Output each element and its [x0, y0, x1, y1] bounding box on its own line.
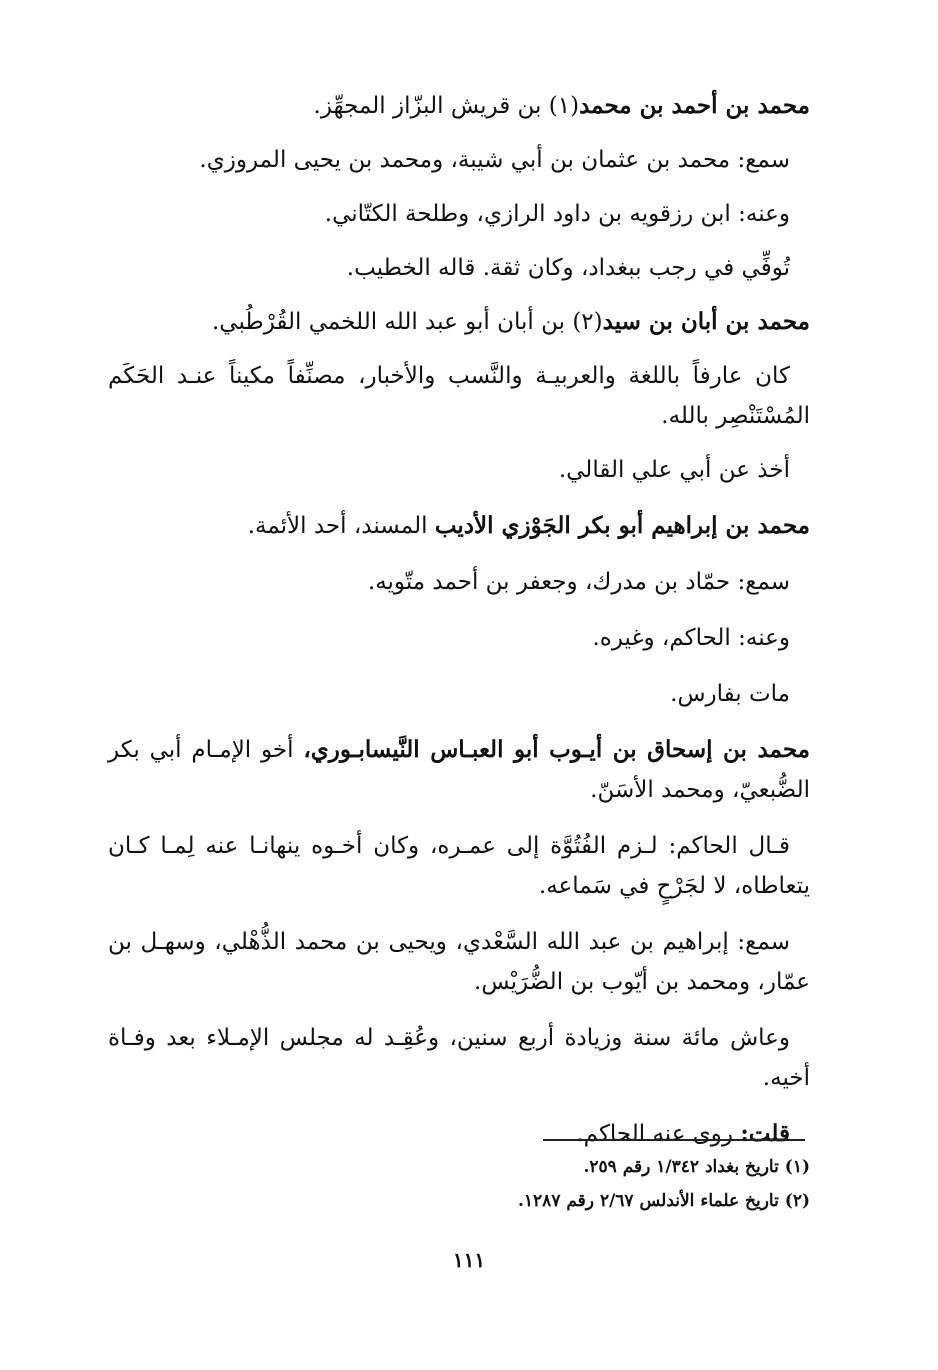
entry-name: محمد بن إبراهيم أبو بكر الجَوْزي الأديب [434, 512, 810, 539]
entry-rest: أخو الإمـام أبي بكر الضُّبعيّ، ومحمد الأسَنّ. [108, 737, 810, 803]
entry-heading [108, 86, 810, 126]
paragraph: تُوفِّي في رجب ببغداد، وكان ثقة. قاله الخطيب. [346, 255, 790, 281]
entry-heading [108, 302, 810, 342]
paragraph: مات بفارس. [670, 681, 790, 707]
paragraph: سمع: محمد بن عثمان بن أبي شيبة، ومحمد بن يحيى المروزي. [199, 147, 790, 173]
entry-name: محمد بن إسحاق بن أيـوب أبو العبـاس النَّيسابـوري، [303, 736, 810, 763]
paragraph: كان عارفاً باللغة والعربيـة والنَّسب والأخبار، مصنِّفاً مكيناً عنـد الحَكَم المُسْتَنْصِر بالله. [108, 363, 810, 429]
paragraph: وعاش مائة سنة وزيادة أربع سنين، وعُقِـد له مجلس الإمـلاء بعد وفـاة أخيه. [108, 1025, 810, 1091]
paragraph: سمع: إبراهيم بن عبد الله السَّعْدي، ويحيى بن محمد الذُّهْلي، وسهـل بن عمّار، ومحمد بن أيّوب بن الضُّرَيْس. [108, 929, 810, 995]
entry-name: محمد بن أحمد بن محمد [579, 92, 810, 119]
paragraph [108, 1114, 810, 1154]
main-text [108, 86, 810, 1170]
paragraph: سمع: حمّاد بن مدرك، وجعفر بن أحمد متّويه. [367, 569, 790, 595]
footnote-ref: (٢) [572, 309, 603, 335]
entry-rest: بن قريش البزّاز المجهِّز. [313, 93, 549, 119]
footnotes [420, 1150, 810, 1218]
footnote-2: (٢) تاريخ علماء الأندلس ٢/٦٧ رقم ١٢٨٧. [518, 1191, 810, 1211]
paragraph: قـال الحاكم: لـزم الفُتُوَّة إلى عمـره، وكان أخـوه ينهانـا عنه لِمـا كـان يتعاطاه، لا لجَرْحٍ في سَماعه. [108, 833, 810, 899]
paragraph: أخذ عن أبي علي القالي. [558, 457, 790, 483]
entry-rest: المسند، أحد الأئمة. [247, 513, 435, 539]
entry-heading [108, 506, 810, 546]
footnote-divider [543, 1139, 805, 1141]
footnote-1: (١) تاريخ بغداد ١/٣٤٢ رقم ٢٥٩. [583, 1157, 810, 1177]
page-number: ١١١ [452, 1248, 486, 1272]
note-text: روى عنه الحاكم. [576, 1121, 741, 1147]
paragraph: وعنه: ابن رزقويه بن داود الرازي، وطلحة الكتّاني. [324, 201, 790, 227]
footnote-ref: (١) [548, 93, 580, 119]
entry-rest: بن أبان أبو عبد الله اللخمي القُرْطُبي. [212, 309, 573, 335]
note-label: قلت: [740, 1120, 790, 1147]
entry-heading [108, 730, 810, 810]
paragraph: وعنه: الحاكم، وغيره. [592, 625, 790, 651]
entry-name: محمد بن أبان بن سيد [602, 308, 810, 335]
